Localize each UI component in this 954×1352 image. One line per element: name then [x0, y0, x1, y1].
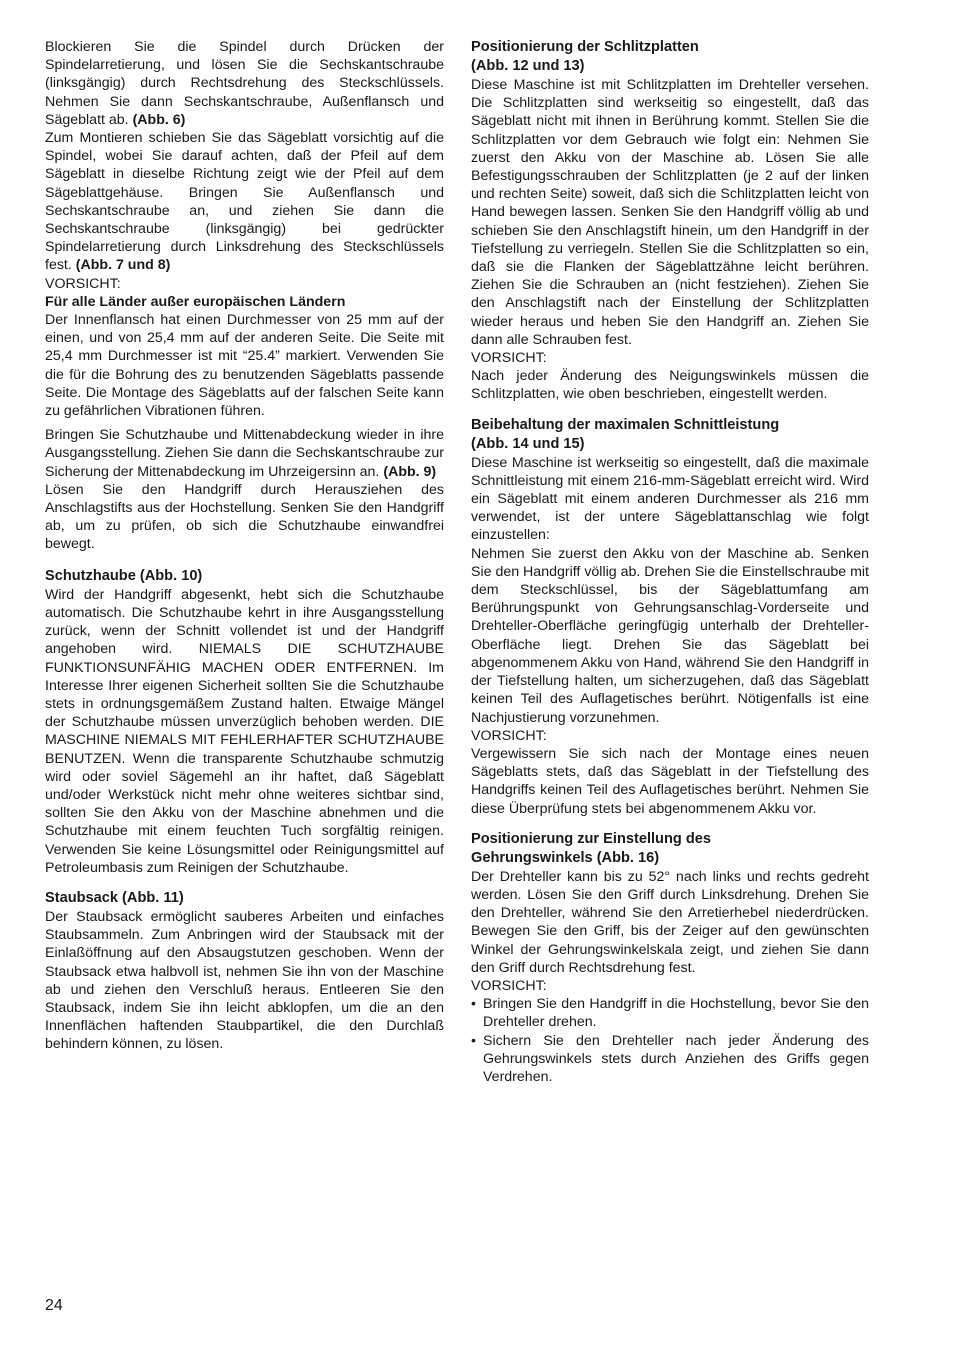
bullet-glyph: •: [471, 996, 476, 1013]
figure-reference: (Abb. 9): [383, 463, 437, 480]
caution-text: Nach jeder Änderung des Neigungswinkels müssen die Schlitzplatten, wie oben beschrieben, eingestellt werden.: [471, 368, 869, 403]
caution-bullet-list: [471, 995, 869, 1086]
list-item: • Sichern Sie den Drehteller nach jeder Änderung des Gehrungswinkels stets durch Anziehen des Griffs gegen Verdrehen.: [471, 1032, 869, 1085]
right-column: [471, 38, 869, 1086]
paragraph: Blockieren Sie die Spindel durch Drücken der Spindelarretierung, und lösen Sie die Sechskantschraube (linksgängig) durch Rechtsdrehung des Steckschlüssels. Nehmen Sie dann Sechskantschraube, Außenflansch und Sägeblatt ab. (Abb. 6): [45, 39, 444, 128]
caution-subheading: Für alle Länder außer europäischen Ländern: [45, 293, 346, 310]
section-heading-schlitzplatten: Positionierung der Schlitzplatten (Abb. 12 und 13): [471, 39, 699, 74]
section-heading-schnittleistung: Beibehaltung der maximalen Schnittleistung (Abb. 14 und 15): [471, 416, 780, 452]
page-number: 24: [45, 1297, 63, 1314]
paragraph: Nehmen Sie zuerst den Akku von der Maschine ab. Senken Sie den Handgriff völlig ab. Drehen Sie die Einstellschraube mit dem Steckschlüssel, bis der Sägeblattumfang am Berührungspunkt von Gehrungsanschlag-Vorderseite und Drehteller-Oberfläche geringfügig unterhalb der Drehteller-Oberfläche liegt. Drehen Sie das Sägeblatt bei abgenommenem Akku von Hand, während Sie den Handgriff in der Tiefstellung halten, um sicherzugehen, daß das Sägeblatt keinen Teil des Auflagetisches berührt. Nötigenfalls ist eine Nachjustierung vorzunehmen.: [471, 545, 869, 726]
paragraph: Bringen Sie Schutzhaube und Mittenabdeckung wieder in ihre Ausgangsstellung. Ziehen Sie dann die Sechskantschraube zur Sicherung der Mittenabdeckung im Uhrzeigersinn an. (Abb. 9): [45, 427, 444, 480]
paragraph: Wird der Handgriff abgesenkt, hebt sich die Schutzhaube automatisch. Die Schutzhaube kehrt in ihre Ausgangsstellung zurück, wenn der Schnitt vollendet ist und der Handgriff angehoben wird. NIEMALS DIE SCHUTZHAUBE FUNKTIONSUNFÄHIG MACHEN ODER ENTFERNEN. Im Interesse Ihrer eigenen Sicherheit sollten Sie die Schutzhaube stets in ordnungsgemäßem Zustand halten. Etwaige Mängel der Schutzhaube müssen unverzüglich behoben werden. DIE MASCHINE NIEMALS MIT FEHLERHAFTER SCHUTZHAUBE BENUTZEN. Wenn die transparente Schutzhaube schmutzig wird oder soviel Sägemehl an ihr haftet, daß Sägeblatt und/oder Werkstück nicht mehr ohne weiteres sichtbar sind, sollten Sie den Akku von der Maschine abnehmen und die Schutzhaube mit einem feuchten Tuch sorgfältig reinigen. Verwenden Sie keine Lösungsmittel oder Reinigungsmittel auf Petroleumbasis zum Reinigen der Schutzhaube.: [45, 586, 444, 876]
paragraph: Der Staubsack ermöglicht sauberes Arbeiten und einfaches Staubsammeln. Zum Anbringen wird der Staubsack mit der Einlaßöffnung auf den Absaugstutzen geschoben. Wenn der Staubsack etwa halbvoll ist, nehmen Sie ihn von der Maschine ab und ziehen den Verschluß heraus. Entleeren Sie den Staubsack, indem Sie ihn leicht abklopfen, um die an den Innenflächen haftenden Staubpartikel, die den Durchlaß behindern können, zu lösen.: [45, 908, 444, 1053]
caution-label: VORSICHT:: [471, 727, 547, 744]
bullet-glyph: •: [471, 1032, 476, 1049]
left-column: [45, 38, 444, 1054]
paragraph: Diese Maschine ist werkseitig so eingestellt, daß die maximale Schnittleistung mit einem 216-mm-Sägeblatt erreicht wird. Wird ein Sägeblatt mit einem anderen Durchmesser als 216 mm verwendet, ist der untere Sägeblattanschlag wie folgt einzustellen:: [471, 454, 869, 544]
figure-reference: (Abb. 6): [132, 111, 186, 128]
figure-reference: (Abb. 7 und 8): [75, 257, 171, 274]
caution-label: VORSICHT:: [471, 350, 547, 367]
paragraph: Diese Maschine ist mit Schlitzplatten im Drehteller versehen. Die Schlitzplatten sind werkseitig so eingestellt, daß das Sägeblatt nicht mit ihnen in Berührung kommt. Stellen Sie die Schlitzplatten vor dem Gebrauch wie folgt ein: Nehmen Sie zuerst den Akku von der Maschine ab. Lösen Sie alle Befestigungsschrauben der Schlitzplatten (je 2 auf der linken und rechten Seite) soweit, daß sich die Schlitzplatten leicht von Hand bewegen lassen. Senken Sie den Handgriff völlig ab und schieben Sie den Anschlagstift hinein, um den Handgriff in der Tiefstellung zu verriegeln. Stellen Sie die Schlitzplatten so ein, daß sie die Flanken der Sägeblattzähne leicht berühren. Ziehen Sie die Schrauben an (nicht festziehen). Ziehen Sie den Anschlagstift nach der Einstellung der Schlitzplatten wieder heraus und heben Sie den Handgriff an. Ziehen Sie dann alle Schrauben fest.: [471, 77, 869, 348]
section-heading-schutzhaube: Schutzhaube (Abb. 10): [45, 567, 203, 584]
paragraph: Zum Montieren schieben Sie das Sägeblatt vorsichtig auf die Spindel, wobei Sie darauf achten, daß der Pfeil auf dem Sägeblatt in dieselbe Richtung zeigt wie der Pfeil auf dem Sägeblattgehäuse. Bringen Sie Außenflansch und Sechskantschraube an, und ziehen Sie dann die Sechskantschraube (linksgängig) bei gedrückter Spindelarretierung durch Linksdrehung des Steckschlüssels fest. (Abb. 7 und 8): [45, 130, 444, 274]
section-heading-staubsack: Staubsack (Abb. 11): [45, 889, 184, 906]
caution-text: Vergewissern Sie sich nach der Montage eines neuen Sägeblatts stets, daß das Sägeblatt in der Tiefstellung des Handgriffs keinen Teil des Auflagetisches berührt. Nehmen Sie diese Überprüfung stets bei abgenommenem Akku vor.: [471, 745, 869, 817]
paragraph: Der Drehteller kann bis zu 52° nach links und rechts gedreht werden. Lösen Sie den Griff durch Linksdrehung. Drehen Sie den Drehteller, während Sie den Arretierhebel niederdrücken. Bewegen Sie den Griff, bis der Zeiger auf den gewünschten Winkel der Gehrungswinkelskala zeigt, und ziehen Sie dann den Griff durch Rechtsdrehung fest.: [471, 868, 869, 976]
list-item: • Bringen Sie den Handgriff in die Hochstellung, bevor Sie den Drehteller drehen.: [471, 996, 869, 1031]
caution-label: VORSICHT:: [45, 275, 121, 292]
paragraph: Der Innenflansch hat einen Durchmesser von 25 mm auf der einen, und von 25,4 mm auf der anderen Seite. Die Seite mit 25,4 mm Durchmesser ist mit “25.4” markiert. Verwenden Sie die für die Bohrung des zu benutzenden Sägeblatts passende Seite. Die Montage des Sägeblatts auf der falschen Seite kann zu gefährlichen Vibrationen führen.: [45, 312, 444, 420]
paragraph: Lösen Sie den Handgriff durch Herausziehen des Anschlagstifts aus der Hochstellung. Senken Sie den Handgriff ab, um zu prüfen, ob sich die Schutzhaube einwandfrei bewegt.: [45, 481, 444, 553]
caution-label: VORSICHT:: [471, 977, 547, 994]
section-heading-gehrungswinkel: Positionierung zur Einstellung des Gehrungswinkels (Abb. 16): [471, 830, 712, 866]
